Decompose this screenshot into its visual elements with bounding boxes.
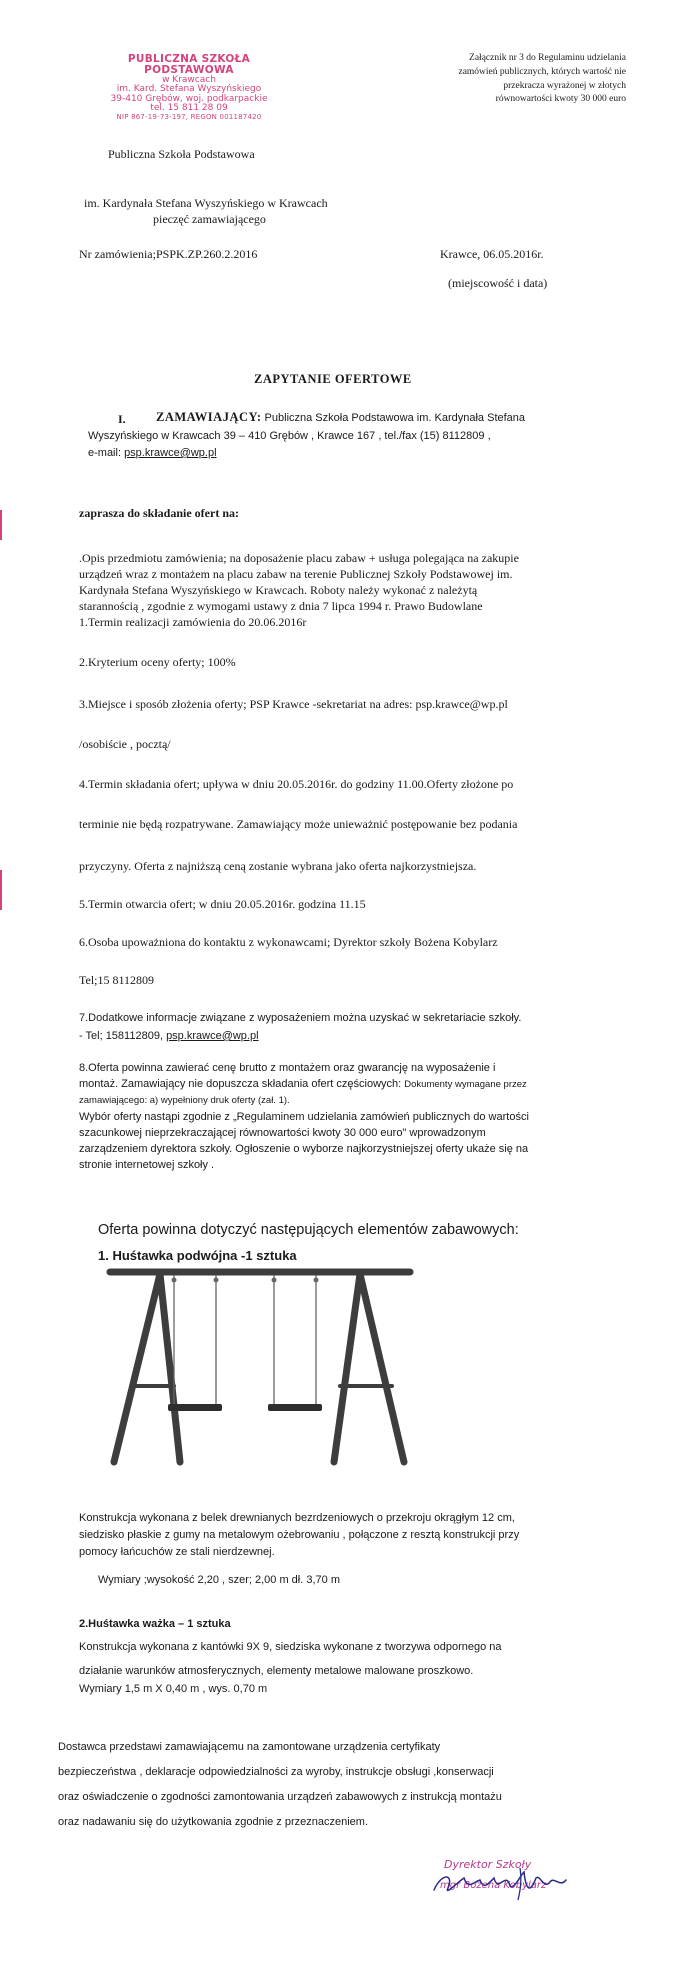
item1-desc-line: Konstrukcja wykonana z belek drewnianych bezrdzeniowych o przekroju okrągłym 12 cm, [79, 1512, 515, 1524]
item2-desc-line: działanie warunków atmosferycznych, elementy metalowe malowane proszkowo. [79, 1665, 474, 1677]
deadline-line: terminie nie będą rozpatrywane. Zamawiający może unieważnić postępowanie bez podania [79, 817, 518, 831]
opening-date: 5.Termin otwarcia ofert; w dniu 20.05.2016r. godzina 11.15 [79, 897, 366, 911]
school-name: Publiczna Szkoła Podstawowa [108, 147, 255, 161]
section-number: I. [118, 412, 126, 426]
place-method-2: /osobiście , pocztą/ [79, 737, 171, 751]
ordering-label: ZAMAWIAJĄCY: [156, 410, 262, 424]
annex-line: równowartości kwoty 30 000 euro [495, 94, 626, 105]
description-line: starannością , zgodnie z wymogami ustawy z dnia 7 lipca 1994 r. Prawo Budowlane [79, 599, 483, 613]
item1-title: 1. Huśtawka podwójna -1 sztuka [98, 1248, 297, 1263]
stamp-caption: pieczęć zamawiającego [153, 212, 266, 226]
annex-line: zamówień publicznych, których wartość nie [458, 66, 626, 77]
stamp-line: 39-410 Grębów, woj. podkarpackie [110, 93, 268, 104]
terms-line: 8.Oferta powinna zawierać cenę brutto z montażem oraz gwarancję na wyposażenie i [79, 1062, 496, 1074]
terms-line [79, 1076, 599, 1093]
terms-text: montaż. Zamawiający nie dopuszcza składania ofert częściowych: [79, 1078, 405, 1090]
margin-mark [0, 510, 2, 540]
place-date-caption: (miejscowość i data) [448, 276, 548, 290]
document-title: ZAPYTANIE OFERTOWE [254, 372, 412, 386]
swing-hook [172, 1278, 177, 1283]
stamp-line: im. Kard. Stefana Wyszyńskiego [116, 84, 262, 95]
terms-line: zamawiającego: a) wypełniony druk oferty (zał. 1). [79, 1095, 290, 1106]
swing-seat [268, 1404, 322, 1411]
item2-desc-line: Konstrukcja wykonana z kantówki 9X 9, siedziska wykonane z tworzywa odpornego na [79, 1641, 502, 1653]
swing-seat [168, 1404, 222, 1411]
item2-dimensions: Wymiary 1,5 m X 0,40 m , wys. 0,70 m [79, 1683, 268, 1695]
margin-mark [0, 870, 2, 910]
closing-line: oraz nadawaniu się do użytkowania zgodnie z przeznaczeniem. [58, 1816, 369, 1828]
stamp-line: tel. 15 811 28 09 [150, 103, 228, 114]
deadline-line: 4.Termin składania ofert; upływa w dniu 20.05.2016r. do godziny 11.00.Oferty złożone po [79, 777, 514, 791]
description [79, 550, 519, 630]
ordering-party [156, 410, 596, 425]
handwritten-signature [424, 1860, 584, 1910]
director-stamp-name: mgr Bożena Kobylarz [440, 1880, 547, 1891]
swing-leg [334, 1274, 360, 1462]
contact-person: 6.Osoba upoważniona do kontaktu z wykonawcami; Dyrektor szkoły Bożena Kobylarz [79, 935, 498, 949]
swing-leg [114, 1274, 160, 1462]
additional-tel: - Tel; 158112809, [79, 1030, 167, 1042]
stamp-line: PUBLICZNA SZKOŁA PODSTAWOWA [127, 53, 251, 77]
elements-heading: Oferta powinna dotyczyć następujących elementów zabawowych: [98, 1222, 519, 1238]
annex-line: Załącznik nr 3 do Regulaminu udzielania [469, 53, 626, 63]
email-link[interactable]: psp.krawce@wp.pl [124, 447, 217, 459]
terms-line: zarządzeniem dyrektora szkoły. Ogłoszenie o wyborze najkorzystniejszej oferty ukaże się na [79, 1143, 529, 1155]
description-line: urządzeń wraz z montażem na placu zabaw na terenie Publicznej Szkoły Podstawowej im. [79, 567, 513, 581]
item1-description [79, 1510, 609, 1561]
description-line: .Opis przedmiotu zamówienia; na doposażenie placu zabaw + usługa polegająca na zakupie [79, 551, 519, 565]
email-link[interactable]: psp.krawce@wp.pl [166, 1030, 259, 1042]
terms-text: Dokumenty wymagane przez [404, 1079, 527, 1090]
closing-line: oraz oświadczenie o zgodności zamontowania urządzeń zabawowych z instrukcją montażu [58, 1791, 502, 1803]
order-number: Nr zamówienia;PSPK.ZP.260.2.2016 [79, 247, 258, 261]
invite-heading: zaprasza do składanie ofert na: [79, 506, 239, 520]
description-line: Kardynała Stefana Wyszyńskiego w Krawcach. Roboty należy wykonać z należytą [79, 583, 478, 597]
additional-contact [79, 1030, 259, 1042]
closing-paragraph [58, 1735, 618, 1835]
closing-line: Dostawca przedstawi zamawiającemu na zamontowane urządzenia certyfikaty [58, 1741, 441, 1753]
terms-line: stronie internetowej szkoły . [79, 1159, 215, 1171]
email-prefix: e-mail: [88, 447, 125, 459]
place-date: Krawce, 06.05.2016r. [440, 247, 544, 261]
closing-line: bezpieczeństwa , deklaracje odpowiedzialności za wyroby, instrukcje obsługi ,konserwacji [58, 1766, 494, 1778]
terms-line: szacunkowej nieprzekraczającej równowartości kwoty 30 000 euro" wprowadzonym [79, 1127, 486, 1139]
school-patron: im. Kardynała Stefana Wyszyńskiego w Krawcach [84, 196, 328, 210]
offer-terms [79, 1060, 599, 1173]
swing-hook [314, 1278, 319, 1283]
item2-description [79, 1635, 502, 1683]
place-method: 3.Miejsce i sposób złożenia oferty; PSP Krawce -sekretariat na adres: psp.krawce@wp.pl [79, 697, 508, 711]
item2-title: 2.Huśtawka ważka – 1 sztuka [79, 1618, 231, 1630]
additional-info: 7.Dodatkowe informacje związane z wyposażeniem można uzyskać w sekretariacie szkoły. [79, 1012, 522, 1024]
director-stamp-title: Dyrektor Szkoły [444, 1858, 532, 1871]
swing-leg [360, 1274, 404, 1462]
double-swing-illustration [104, 1266, 416, 1468]
deadline-line: przyczyny. Oferta z najniższą ceną zostanie wybrana jako oferta najkorzystniejsza. [79, 859, 477, 873]
annex-note [386, 52, 626, 107]
item1-dimensions: Wymiary ;wysokość 2,20 , szer; 2,00 m dł. 3,70 m [98, 1574, 340, 1586]
terms-line: Wybór oferty nastąpi zgodnie z „Regulaminem udzielania zamówień publicznych do wartości [79, 1111, 529, 1123]
item1-desc-line: pomocy łańcuchów ze stali nierdzewnej. [79, 1546, 275, 1558]
stamp-line: w Krawcach [162, 75, 216, 86]
ordering-email-row [88, 447, 217, 459]
swing-hook [214, 1278, 219, 1283]
annex-line: przekracza wyrażonej w złotych [503, 80, 626, 91]
contact-tel: Tel;15 8112809 [79, 973, 155, 987]
ordering-line: Wyszyńskiego w Krawcach 39 – 410 Grębów , Krawce 167 , tel./fax (15) 8112809 , [88, 430, 491, 442]
item1-desc-line: siedzisko płaskie z gumy na metalowym ożebrowaniu , połączone z resztą konstrukcji przy [79, 1529, 520, 1541]
swing-hook [272, 1278, 277, 1283]
stamp-line: NIP 867-19-73-197, REGON 001187420 [116, 112, 262, 121]
swing-leg [160, 1274, 180, 1462]
criterion: 2.Kryterium oceny oferty; 100% [79, 655, 236, 669]
school-stamp [84, 54, 294, 121]
ordering-line: Publiczna Szkoła Podstawowa im. Kardynała Stefana [264, 412, 526, 424]
description-line: 1.Termin realizacji zamówienia do 20.06.2016r [79, 615, 307, 629]
